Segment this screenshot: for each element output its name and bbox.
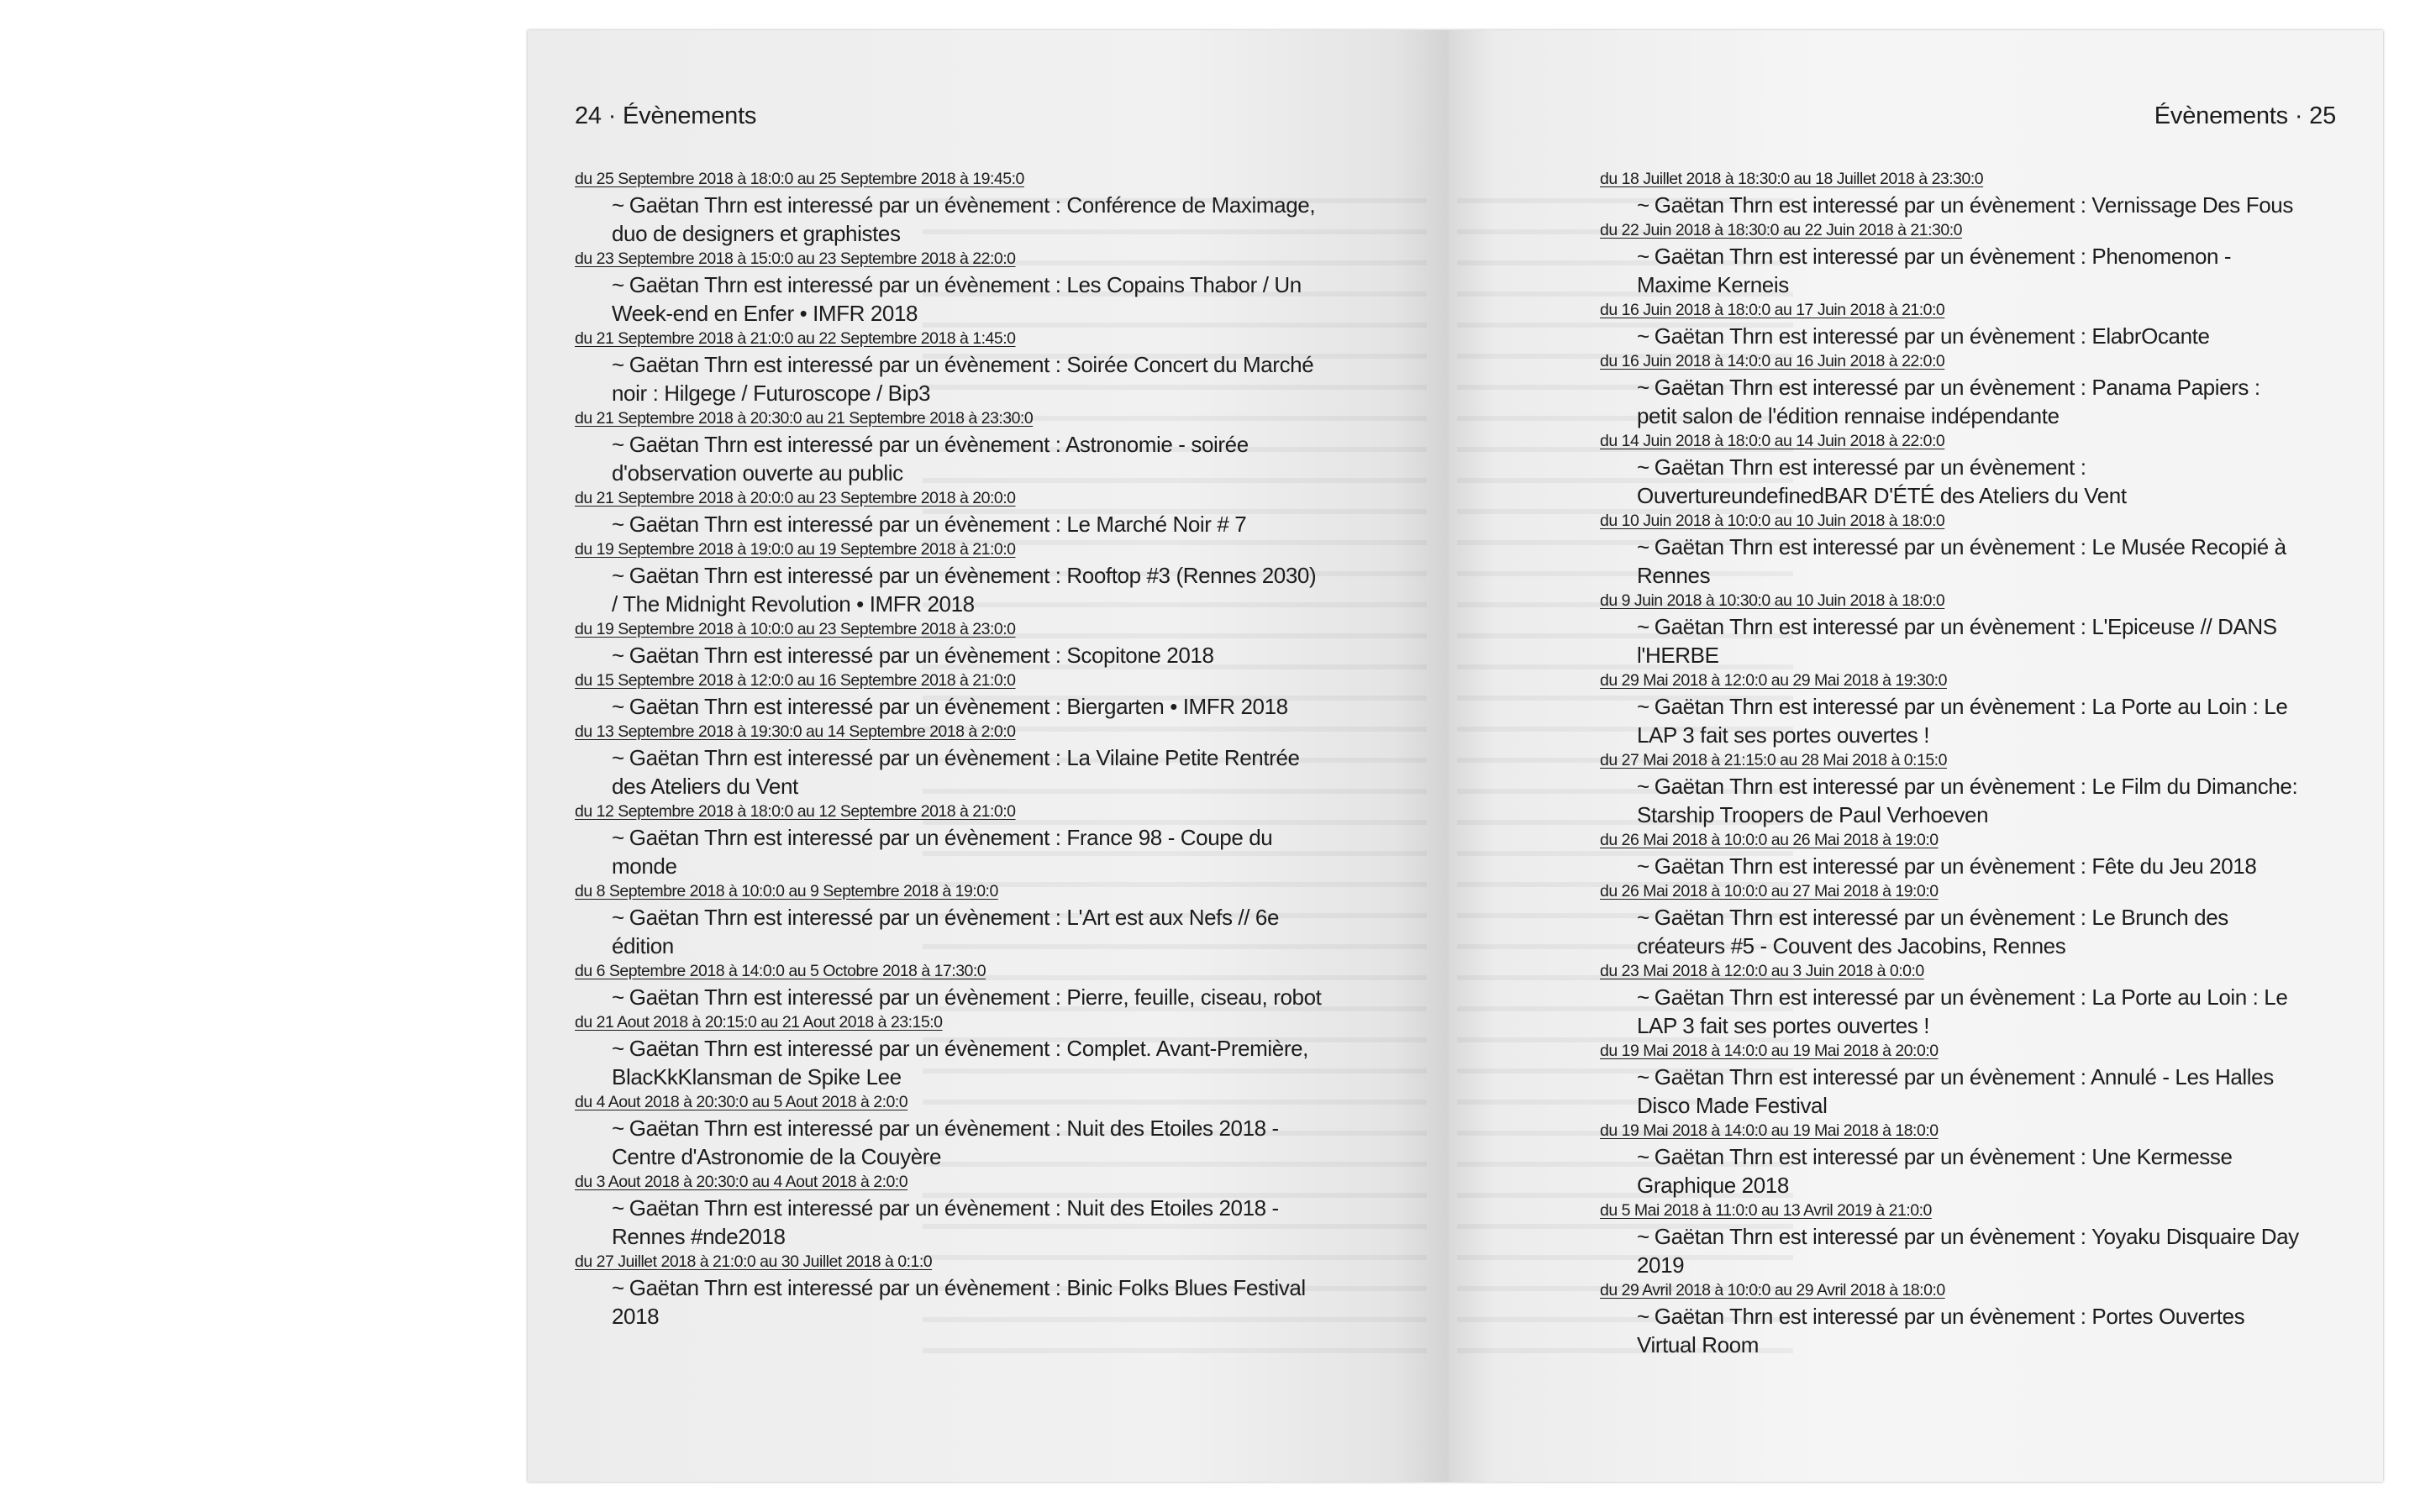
event-list-right — [1600, 168, 2299, 1359]
event-entry — [575, 168, 1415, 248]
tilde-bullet: ~ — [612, 563, 624, 588]
tilde-bullet: ~ — [1637, 774, 1649, 799]
event-entry — [1600, 299, 2289, 350]
event-entry — [575, 1251, 1415, 1331]
event-date: du 27 Juillet 2018 à 21:0:0 au 30 Juillet 2018 à 0:1:0 — [575, 1252, 933, 1271]
event-date: du 19 Mai 2018 à 14:0:0 au 19 Mai 2018 à 20:0:0 — [1600, 1042, 1939, 1060]
event-description: ~ Gaëtan Thrn est interessé par un évènement : Le Musée Recopié à Rennes — [1637, 534, 2286, 588]
event-entry — [575, 538, 1415, 618]
event-entry — [575, 880, 1415, 960]
event-date: du 4 Aout 2018 à 20:30:0 au 5 Aout 2018 à 2:0:0 — [575, 1093, 908, 1111]
event-entry — [575, 248, 1415, 328]
tilde-bullet: ~ — [1637, 1064, 1649, 1089]
event-description: ~ Gaëtan Thrn est interessé par un évènement : Binic Folks Blues Festival 2018 — [612, 1275, 1306, 1329]
tilde-bullet: ~ — [1637, 694, 1649, 719]
event-description: ~ Gaëtan Thrn est interessé par un évènement : Panama Papiers : petit salon de l'édition rennaise indépendante — [1637, 375, 2260, 428]
event-description: ~ Gaëtan Thrn est interessé par un évènement : Astronomie - soirée d'observation ouverte au public — [612, 432, 1249, 486]
tilde-bullet: ~ — [1637, 192, 1649, 218]
event-entry — [575, 801, 1415, 880]
event-entry — [1600, 1040, 2289, 1120]
event-description: ~ Gaëtan Thrn est interessé par un évènement : La Vilaine Petite Rentrée des Ateliers du Vent — [612, 745, 1300, 799]
event-date: du 6 Septembre 2018 à 14:0:0 au 5 Octobre 2018 à 17:30:0 — [575, 962, 986, 980]
event-description: ~ Gaëtan Thrn est interessé par un évènement : Phenomenon - Maxime Kerneis — [1637, 244, 2232, 297]
event-description: ~ Gaëtan Thrn est interessé par un évènement : Nuit des Etoiles 2018 - Rennes #nde2018 — [612, 1195, 1279, 1249]
event-date: du 19 Mai 2018 à 14:0:0 au 19 Mai 2018 à 18:0:0 — [1600, 1121, 1939, 1140]
tilde-bullet: ~ — [1637, 1224, 1649, 1249]
event-description: ~ Gaëtan Thrn est interessé par un évènement : Pierre, feuille, ciseau, robot — [612, 984, 1322, 1010]
event-description: ~ Gaëtan Thrn est interessé par un évènement : Le Brunch des créateurs #5 - Couvent des Jacobins, Rennes — [1637, 905, 2228, 958]
event-description: ~ Gaëtan Thrn est interessé par un évènement : Biergarten • IMFR 2018 — [612, 694, 1288, 719]
event-date: du 16 Juin 2018 à 14:0:0 au 16 Juin 2018 à 22:0:0 — [1600, 352, 1945, 370]
event-entry — [1600, 960, 2289, 1040]
tilde-bullet: ~ — [612, 1195, 624, 1221]
event-date: du 16 Juin 2018 à 18:0:0 au 17 Juin 2018 à 21:0:0 — [1600, 301, 1945, 319]
event-description: ~ Gaëtan Thrn est interessé par un évènement : Rooftop #3 (Rennes 2030) / The Midnight Revolution • IMFR 2018 — [612, 563, 1317, 617]
event-date: du 21 Septembre 2018 à 20:30:0 au 21 Septembre 2018 à 23:30:0 — [575, 409, 1034, 428]
tilde-bullet: ~ — [612, 512, 624, 537]
event-date: du 8 Septembre 2018 à 10:0:0 au 9 Septembre 2018 à 19:0:0 — [575, 882, 998, 900]
tilde-bullet: ~ — [612, 984, 624, 1010]
event-entry — [1600, 1279, 2289, 1359]
event-date: du 27 Mai 2018 à 21:15:0 au 28 Mai 2018 à 0:15:0 — [1600, 751, 1947, 769]
event-date: du 21 Aout 2018 à 20:15:0 au 21 Aout 2018 à 23:15:0 — [575, 1013, 943, 1032]
tilde-bullet: ~ — [1637, 244, 1649, 269]
event-description: ~ Gaëtan Thrn est interessé par un évènement : Yoyaku Disquaire Day 2019 — [1637, 1224, 2299, 1278]
event-date: du 9 Juin 2018 à 10:30:0 au 10 Juin 2018 à 18:0:0 — [1600, 591, 1945, 610]
open-booklet — [528, 30, 2383, 1482]
tilde-bullet: ~ — [612, 192, 624, 218]
tilde-bullet: ~ — [1637, 534, 1649, 559]
event-entry — [1600, 880, 2289, 960]
event-date: du 12 Septembre 2018 à 18:0:0 au 12 Septembre 2018 à 21:0:0 — [575, 802, 1016, 821]
event-description: ~ Gaëtan Thrn est interessé par un évènement : ElabrOcante — [1637, 323, 2210, 349]
event-description: ~ Gaëtan Thrn est interessé par un évènement : Annulé - Les Halles Disco Made Festival — [1637, 1064, 2274, 1118]
event-description: ~ Gaëtan Thrn est interessé par un évènement : Complet. Avant-Première, BlacKkKlansman de Spike Lee — [612, 1036, 1309, 1089]
event-entry — [1600, 590, 2289, 669]
event-date: du 5 Mai 2018 à 11:0:0 au 13 Avril 2019 à 21:0:0 — [1600, 1201, 1932, 1220]
event-date: du 18 Juillet 2018 à 18:30:0 au 18 Juillet 2018 à 23:30:0 — [1600, 170, 1984, 188]
event-description: ~ Gaëtan Thrn est interessé par un évènement : Scopitone 2018 — [612, 643, 1214, 668]
event-entry — [575, 618, 1415, 669]
tilde-bullet: ~ — [612, 643, 624, 668]
event-description: ~ Gaëtan Thrn est interessé par un évènement : L'Art est aux Nefs // 6e édition — [612, 905, 1280, 958]
event-description: ~ Gaëtan Thrn est interessé par un évènement : Les Copains Thabor / Un Week-end en Enfer • IMFR 2018 — [612, 272, 1302, 326]
event-date: du 21 Septembre 2018 à 20:0:0 au 23 Septembre 2018 à 20:0:0 — [575, 489, 1016, 507]
event-date: du 19 Septembre 2018 à 19:0:0 au 19 Septembre 2018 à 21:0:0 — [575, 540, 1016, 559]
event-date: du 21 Septembre 2018 à 21:0:0 au 22 Septembre 2018 à 1:45:0 — [575, 329, 1016, 348]
event-description: ~ Gaëtan Thrn est interessé par un évènement : Le Film du Dimanche: Starship Troopers de Paul Verhoeven — [1637, 774, 2298, 827]
tilde-bullet: ~ — [612, 432, 624, 457]
event-description: ~ Gaëtan Thrn est interessé par un évènement : Une Kermesse Graphique 2018 — [1637, 1144, 2233, 1198]
event-entry — [1600, 510, 2289, 590]
event-description: ~ Gaëtan Thrn est interessé par un évènement : Le Marché Noir # 7 — [612, 512, 1247, 537]
tilde-bullet: ~ — [612, 272, 624, 297]
tilde-bullet: ~ — [1637, 905, 1649, 930]
event-entry — [575, 487, 1415, 538]
event-entry — [1600, 168, 2293, 219]
event-entry — [575, 960, 1415, 1011]
event-description: ~ Gaëtan Thrn est interessé par un évènement : France 98 - Coupe du monde — [612, 825, 1273, 879]
event-entry — [575, 328, 1415, 407]
left-page — [528, 30, 1449, 1482]
event-date: du 19 Septembre 2018 à 10:0:0 au 23 Septembre 2018 à 23:0:0 — [575, 620, 1016, 638]
event-date: du 23 Mai 2018 à 12:0:0 au 3 Juin 2018 à 0:0:0 — [1600, 962, 1924, 980]
event-description: ~ Gaëtan Thrn est interessé par un évènement : Portes Ouvertes Virtual Room — [1637, 1304, 2245, 1357]
tilde-bullet: ~ — [612, 825, 624, 850]
event-date: du 29 Mai 2018 à 12:0:0 au 29 Mai 2018 à 19:30:0 — [1600, 671, 1947, 690]
tilde-bullet: ~ — [1637, 323, 1649, 349]
right-page — [1449, 30, 2383, 1482]
event-description: ~ Gaëtan Thrn est interessé par un évènement : Conférence de Maximage, duo de designers et graphistes — [612, 192, 1316, 246]
event-date: du 26 Mai 2018 à 10:0:0 au 27 Mai 2018 à 19:0:0 — [1600, 882, 1939, 900]
event-entry — [575, 1011, 1415, 1091]
event-date: du 29 Avril 2018 à 10:0:0 au 29 Avril 2018 à 18:0:0 — [1600, 1281, 1945, 1299]
event-date: du 26 Mai 2018 à 10:0:0 au 26 Mai 2018 à 19:0:0 — [1600, 831, 1939, 849]
event-date: du 10 Juin 2018 à 10:0:0 au 10 Juin 2018 à 18:0:0 — [1600, 512, 1945, 530]
event-entry — [575, 407, 1415, 487]
event-description: ~ Gaëtan Thrn est interessé par un évènement : Vernissage Des Fous — [1637, 192, 2293, 218]
event-description: ~ Gaëtan Thrn est interessé par un évènement : L'Epiceuse // DANS l'HERBE — [1637, 614, 2277, 668]
event-entry — [1600, 350, 2289, 430]
tilde-bullet: ~ — [1637, 1304, 1649, 1329]
tilde-bullet: ~ — [612, 352, 624, 377]
event-entry — [1600, 669, 2289, 749]
tilde-bullet: ~ — [1637, 984, 1649, 1010]
tilde-bullet: ~ — [1637, 614, 1649, 639]
tilde-bullet: ~ — [1637, 454, 1649, 480]
tilde-bullet: ~ — [612, 1116, 624, 1141]
event-entry — [1600, 829, 2289, 880]
page-header-left: 24 · Évènements — [575, 102, 757, 129]
event-entry — [1600, 1120, 2289, 1200]
page-header-right: Évènements · 25 — [2154, 102, 2336, 129]
event-entry — [575, 1171, 1415, 1251]
event-description: ~ Gaëtan Thrn est interessé par un évènement : OuvertureundefinedBAR D'ÉTÉ des Ateliers du Vent — [1637, 454, 2127, 508]
event-entry — [1600, 749, 2298, 829]
event-date: du 14 Juin 2018 à 18:0:0 au 14 Juin 2018 à 22:0:0 — [1600, 432, 1945, 450]
event-description: ~ Gaëtan Thrn est interessé par un évènement : La Porte au Loin : Le LAP 3 fait ses portes ouvertes ! — [1637, 694, 2288, 748]
tilde-bullet: ~ — [612, 905, 624, 930]
event-date: du 23 Septembre 2018 à 15:0:0 au 23 Septembre 2018 à 22:0:0 — [575, 249, 1016, 268]
event-date: du 15 Septembre 2018 à 12:0:0 au 16 Septembre 2018 à 21:0:0 — [575, 671, 1016, 690]
tilde-bullet: ~ — [612, 745, 624, 770]
event-description: ~ Gaëtan Thrn est interessé par un évènement : La Porte au Loin : Le LAP 3 fait ses portes ouvertes ! — [1637, 984, 2288, 1038]
event-date: du 22 Juin 2018 à 18:30:0 au 22 Juin 2018 à 21:30:0 — [1600, 221, 1962, 239]
event-description: ~ Gaëtan Thrn est interessé par un évènement : Soirée Concert du Marché noir : Hilgege / Futuroscope / Bip3 — [612, 352, 1314, 406]
event-list-left — [575, 168, 1415, 1331]
event-entry — [1600, 219, 2289, 299]
event-entry — [575, 669, 1415, 721]
event-description: ~ Gaëtan Thrn est interessé par un évènement : Fête du Jeu 2018 — [1637, 853, 2257, 879]
event-entry — [1600, 430, 2289, 510]
tilde-bullet: ~ — [1637, 853, 1649, 879]
event-date: du 25 Septembre 2018 à 18:0:0 au 25 Septembre 2018 à 19:45:0 — [575, 170, 1024, 188]
event-entry — [575, 721, 1415, 801]
event-entry — [1600, 1200, 2299, 1279]
event-date: du 3 Aout 2018 à 20:30:0 au 4 Aout 2018 à 2:0:0 — [575, 1173, 908, 1191]
tilde-bullet: ~ — [1637, 1144, 1649, 1169]
event-description: ~ Gaëtan Thrn est interessé par un évènement : Nuit des Etoiles 2018 - Centre d'Astronomie de la Couyère — [612, 1116, 1279, 1169]
event-date: du 13 Septembre 2018 à 19:30:0 au 14 Septembre 2018 à 2:0:0 — [575, 722, 1016, 741]
tilde-bullet: ~ — [612, 1275, 624, 1300]
event-entry — [575, 1091, 1415, 1171]
tilde-bullet: ~ — [1637, 375, 1649, 400]
tilde-bullet: ~ — [612, 694, 624, 719]
tilde-bullet: ~ — [612, 1036, 624, 1061]
